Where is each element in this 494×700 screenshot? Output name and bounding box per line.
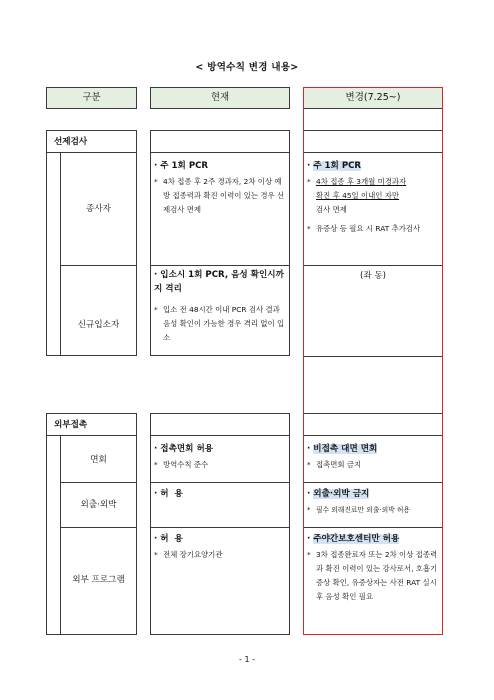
divider — [150, 435, 290, 436]
header-category: 구분 — [46, 87, 137, 109]
change-outing-note: * 필수 외래진료만 외출·외박 허용 — [307, 506, 410, 514]
change-workers-note1: * 4차 접종 후 3개월 미경과자 확진 후 45일 이내인 자만 검사 면제 — [307, 177, 407, 214]
divider — [150, 527, 290, 528]
current-program-bullet: · 허 용 — [154, 534, 183, 544]
row-label-new-residents: 신규입소자 — [77, 320, 120, 330]
divider — [150, 152, 290, 153]
change-visit-note: * 접촉면회 금지 — [307, 460, 362, 469]
section-title-preemptive-test: 선제검사 — [54, 137, 88, 147]
section-title-external-contact: 외부접촉 — [54, 420, 88, 430]
document-title: < 방역수칙 변경 내용> — [195, 62, 299, 73]
change-workers-note2: * 유증상 등 필요 시 RAT 추가검사 — [307, 224, 421, 233]
divider — [60, 435, 61, 635]
current-new-residents-note: * 입소 전 48시간 이내 PCR 검사 결과 음성 확인이 가능한 경우 격리 없이 입소 — [154, 305, 285, 342]
current-new-residents-bullet: · 입소시 1회 PCR, 음성 확인시까지 격리 — [154, 270, 284, 294]
change-workers-bullet: · 주 1회 PCR — [307, 161, 362, 171]
divider — [60, 527, 137, 528]
divider — [150, 482, 290, 483]
current-workers-bullet: · 주 1회 PCR — [154, 161, 209, 171]
change-visit-bullet: · 비접촉 대면 면회 — [307, 444, 378, 454]
current-visit-note: * 방역수칙 준수 — [154, 460, 209, 469]
divider — [60, 265, 137, 266]
page-number: - 1 - — [239, 655, 255, 664]
row-label-outing: 외출·외박 — [80, 500, 117, 510]
header-current: 현재 — [150, 87, 290, 109]
divider — [150, 265, 290, 266]
current-workers-note: * 4차 접종 후 2주 경과자, 2차 이상 예방 접종력과 확진 이력이 있는 경우 선제검사 면제 — [154, 177, 285, 214]
row-label-visit: 면회 — [90, 455, 107, 465]
change-program-note: * 3차 접종완료자 또는 2차 이상 접종력과 확진 이력이 있는 강사로서, 호흡기 증상 확인, 유증상자는 사전 RAT 실시 후 음성 확인 필요 — [307, 550, 438, 601]
current-outing-bullet: · 허 용 — [154, 489, 183, 499]
change-outing-bullet: · 외출·외박 금지 — [307, 489, 370, 499]
header-change: 변경(7.25~) — [303, 87, 443, 109]
change-new-residents-same: (좌 동) — [359, 271, 387, 281]
current-visit-bullet: · 접촉면회 허용 — [154, 444, 214, 454]
current-program-note: * 전체 장기요양기관 — [154, 550, 223, 559]
row-label-external-program: 외부 프로그램 — [72, 575, 125, 585]
row-label-workers: 종사자 — [86, 204, 111, 214]
divider — [60, 482, 137, 483]
change-program-bullet: · 주야간보호센터만 허용 — [307, 534, 400, 544]
